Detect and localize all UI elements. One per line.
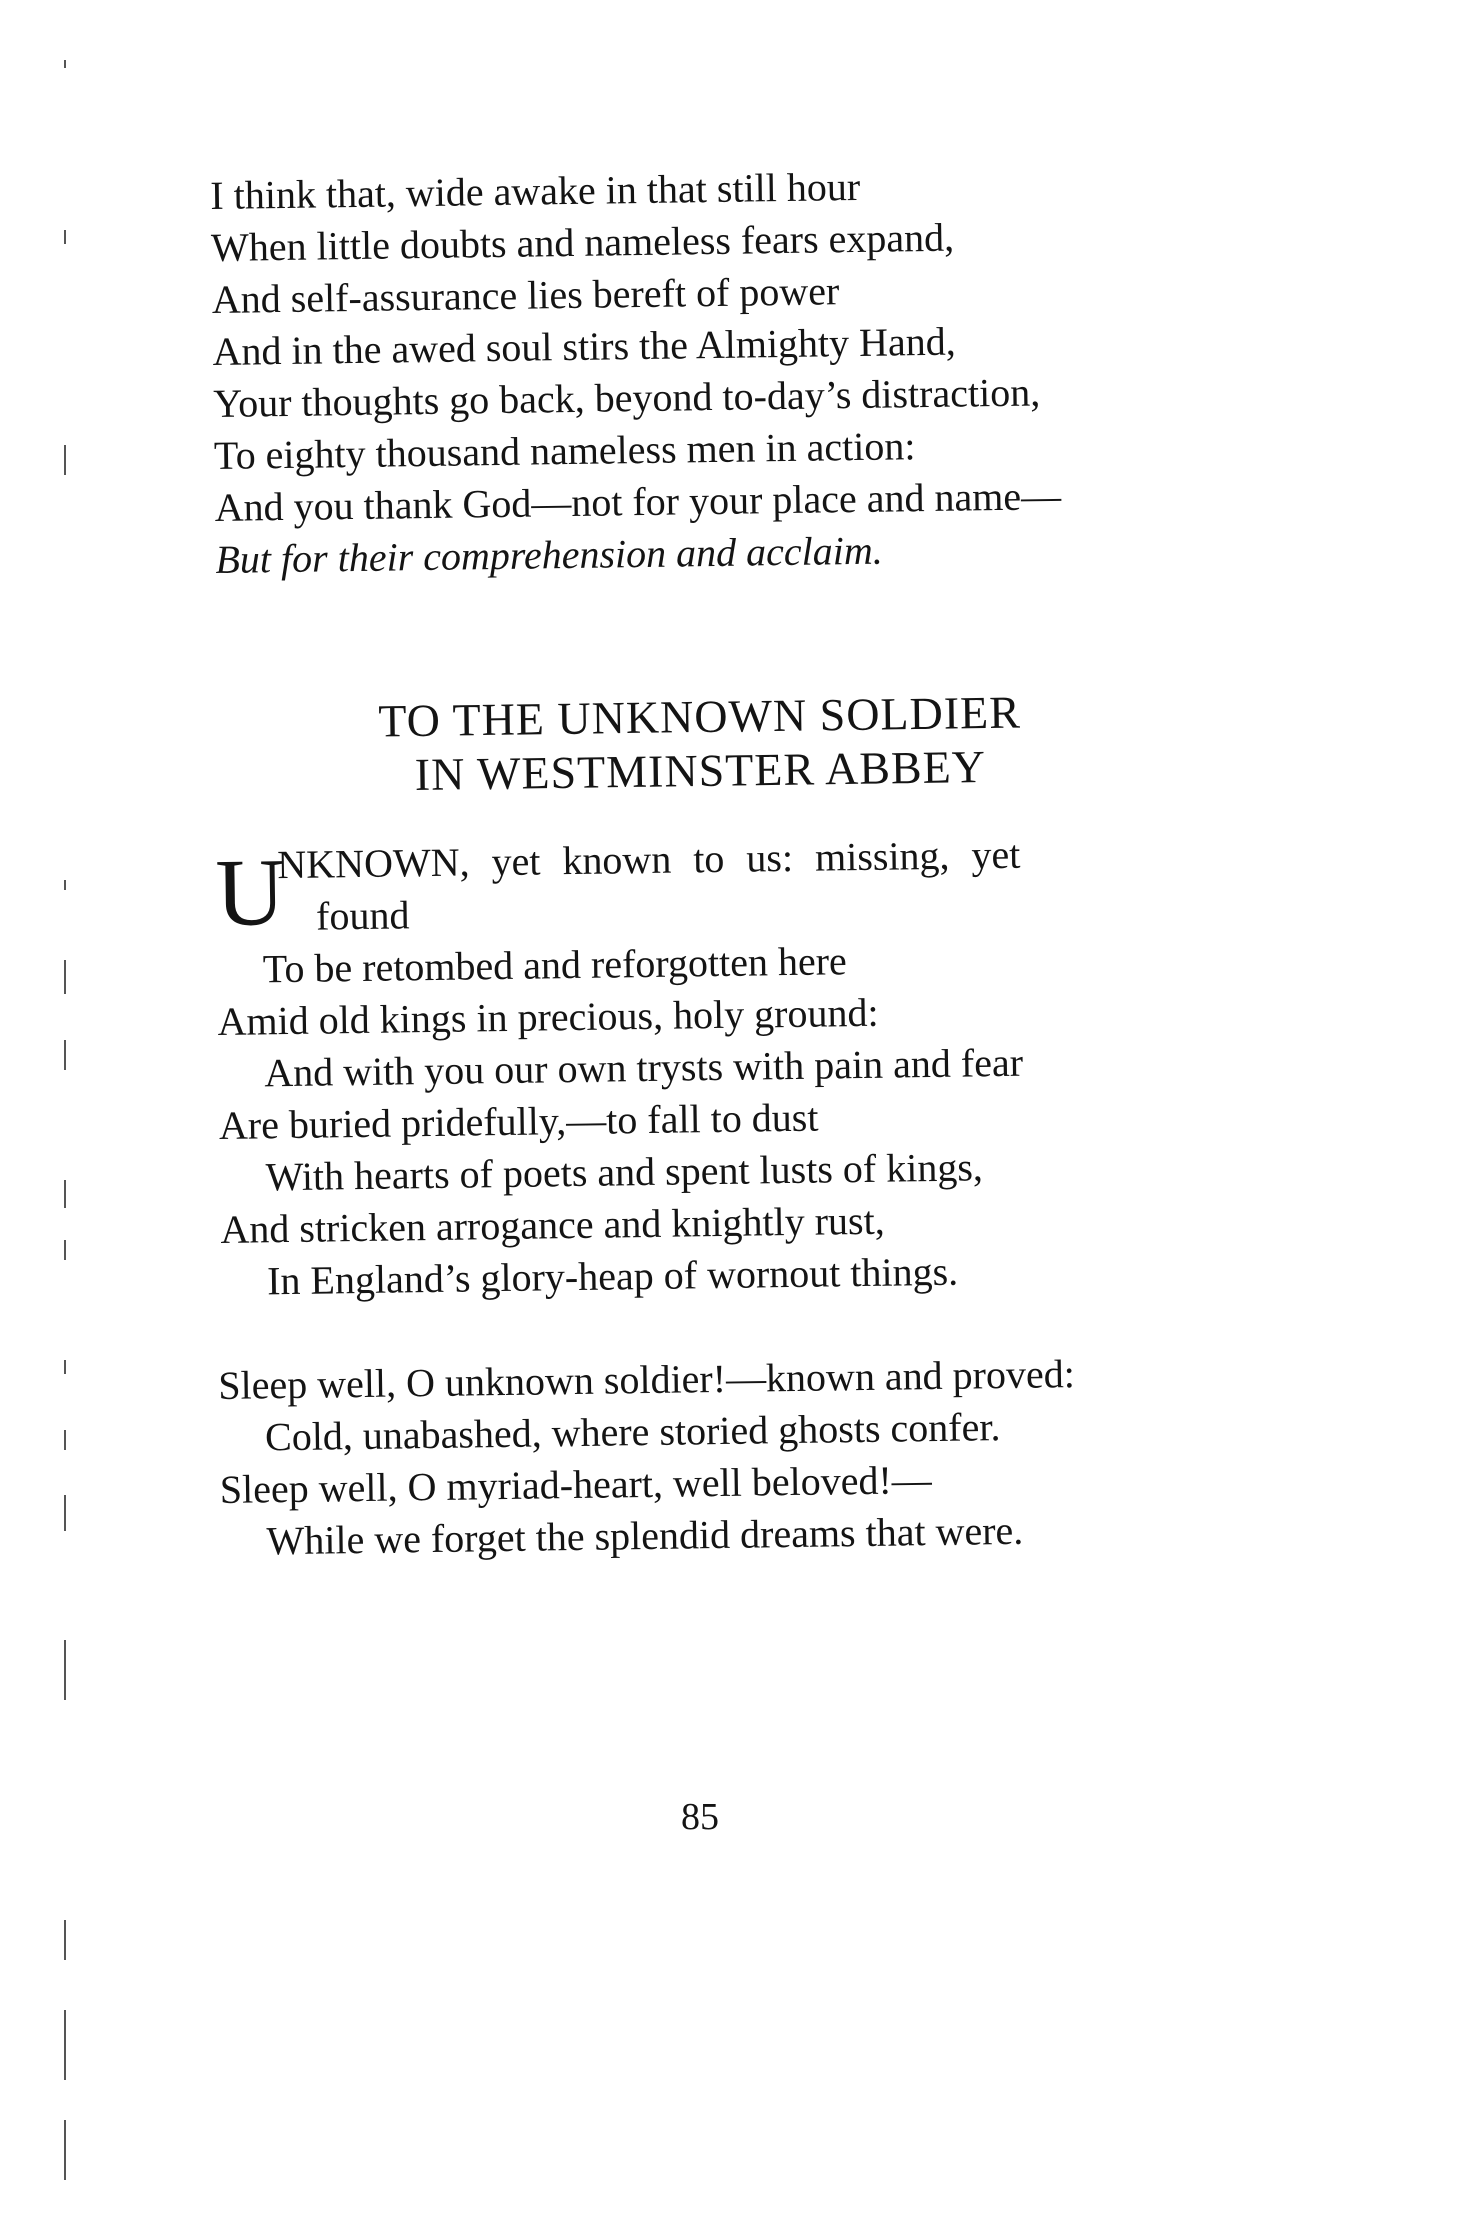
scan-artifact <box>64 1495 66 1531</box>
poem-line: I think that, wide awake in that still hour <box>210 163 861 218</box>
scan-artifact <box>64 960 66 994</box>
poem-line: With hearts of poets and spent lusts of kings, <box>265 1144 984 1200</box>
drop-cap: U <box>214 838 286 946</box>
poem-line: And with you our own trysts with pain and fear <box>263 1039 1024 1096</box>
stanza-preceding-poem <box>210 158 1062 586</box>
poem-line: Sleep well, O unknown soldier!—known and proved: <box>218 1351 1076 1408</box>
scan-artifact <box>64 2010 66 2080</box>
poem-line: And stricken arrogance and knightly rust, <box>220 1197 885 1252</box>
poem-line: Your thoughts go back, beyond to-day’s distraction, <box>212 369 1041 426</box>
poem-title-line: TO THE UNKNOWN SOLDIER <box>378 686 1022 747</box>
poem-line: And in the awed soul stirs the Almighty Hand, <box>212 318 957 374</box>
scan-artifact <box>64 1360 66 1374</box>
scan-artifact <box>64 445 66 475</box>
poem-line: When little doubts and nameless fears expand, <box>210 214 955 270</box>
scan-artifact <box>64 1640 66 1700</box>
poem-line: To eighty thousand nameless men in action: <box>213 423 916 478</box>
poem-line: And you thank God—not for your place and name— <box>214 473 1062 530</box>
scan-artifact <box>64 1920 66 1960</box>
scan-artifact <box>64 1240 66 1260</box>
poem-line: In England’s glory-heap of wornout things. <box>266 1248 959 1304</box>
poem-line: NKNOWN, yet known to us: missing, yet <box>277 831 1021 888</box>
poem-title-line: IN WESTMINSTER ABBEY <box>414 741 987 800</box>
page-number: 85 <box>681 1796 719 1838</box>
poem-line: Cold, unabashed, where storied ghosts confer. <box>264 1404 1001 1460</box>
scan-artifact <box>64 60 66 68</box>
scan-artifact <box>64 2120 66 2180</box>
stanza-opening <box>215 829 1027 1308</box>
scan-artifact <box>64 880 66 890</box>
poem-line: Are buried pridefully,—to fall to dust <box>218 1094 819 1148</box>
poem-line-italic: But for their comprehension and acclaim. <box>215 527 883 582</box>
poem-line-continuation: found <box>315 892 410 939</box>
poem-line: To be retombed and reforgotten here <box>262 938 848 992</box>
poem-line: And self-assurance lies bereft of power <box>211 268 840 322</box>
poem-line: While we forget the splendid dreams that were. <box>266 1507 1024 1564</box>
scan-artifact <box>64 1040 66 1070</box>
scan-artifact <box>64 1180 66 1208</box>
stanza-closing <box>218 1348 1077 1568</box>
scan-artifact <box>64 1430 66 1450</box>
poem-line: Sleep well, O myriad-heart, well beloved!— <box>219 1457 933 1512</box>
poem-line: Amid old kings in precious, holy ground: <box>217 989 879 1044</box>
poem-title <box>199 683 1200 805</box>
scan-artifact <box>64 230 66 244</box>
